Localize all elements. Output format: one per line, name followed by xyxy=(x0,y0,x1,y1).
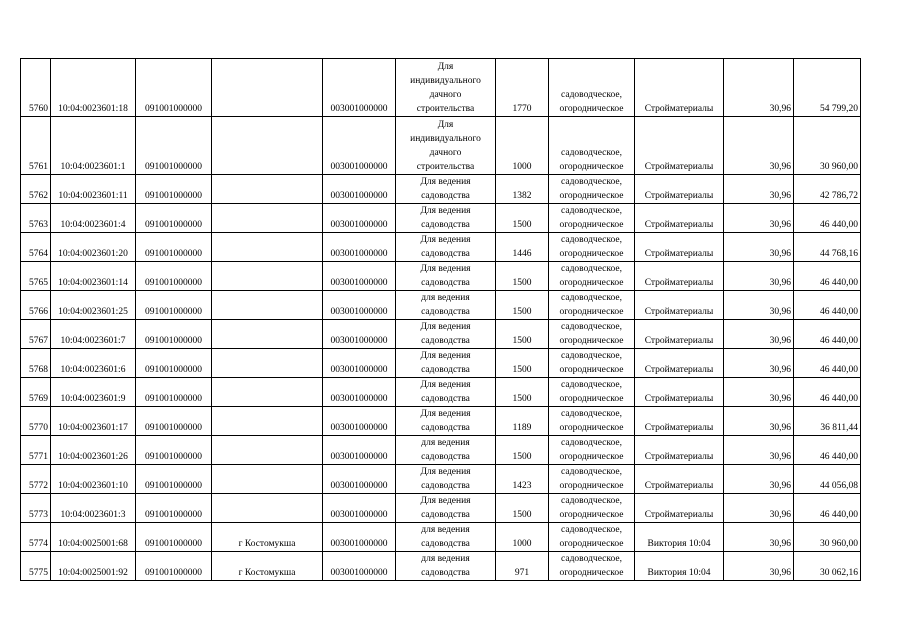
area-cell: 1189 xyxy=(496,407,549,436)
rate-cell: 30,96 xyxy=(724,349,794,378)
area-cell: 1500 xyxy=(496,494,549,523)
okato-code-cell: 091001000000 xyxy=(136,59,212,117)
locality-cell xyxy=(212,262,323,291)
address-cell: Стройматериалы xyxy=(635,204,724,233)
purpose-cell: для ведения садоводства xyxy=(396,552,496,581)
purpose-cell: Для ведения садоводства xyxy=(396,233,496,262)
land-use-cell: садоводческое, огородническое xyxy=(549,349,635,378)
cadastral-number-cell: 10:04:0023601:14 xyxy=(51,262,136,291)
rate-cell: 30,96 xyxy=(724,378,794,407)
address-cell: Стройматериалы xyxy=(635,378,724,407)
oktmo-code-cell: 003001000000 xyxy=(323,204,396,233)
table-row xyxy=(21,233,861,262)
okato-code-cell: 091001000000 xyxy=(136,175,212,204)
okato-code-cell: 091001000000 xyxy=(136,291,212,320)
row-number-cell: 5769 xyxy=(21,378,51,407)
cadastral-value-cell: 46 440,00 xyxy=(794,291,861,320)
cadastral-number-cell: 10:04:0023601:10 xyxy=(51,465,136,494)
purpose-cell: Для ведения садоводства xyxy=(396,494,496,523)
cadastral-value-cell: 46 440,00 xyxy=(794,494,861,523)
cadastral-value-cell: 46 440,00 xyxy=(794,378,861,407)
table-body xyxy=(21,59,861,581)
okato-code-cell: 091001000000 xyxy=(136,349,212,378)
cadastral-value-cell: 30 960,00 xyxy=(794,523,861,552)
rate-cell: 30,96 xyxy=(724,552,794,581)
row-number-cell: 5775 xyxy=(21,552,51,581)
land-use-cell: садоводческое, огородническое xyxy=(549,494,635,523)
cadastral-value-cell: 46 440,00 xyxy=(794,262,861,291)
purpose-cell: Для ведения садоводства xyxy=(396,175,496,204)
cadastral-number-cell: 10:04:0025001:92 xyxy=(51,552,136,581)
rate-cell: 30,96 xyxy=(724,262,794,291)
rate-cell: 30,96 xyxy=(724,291,794,320)
row-number-cell: 5771 xyxy=(21,436,51,465)
oktmo-code-cell: 003001000000 xyxy=(323,407,396,436)
locality-cell xyxy=(212,204,323,233)
row-number-cell: 5767 xyxy=(21,320,51,349)
okato-code-cell: 091001000000 xyxy=(136,204,212,233)
purpose-cell: Для индивидуального дачного строительства xyxy=(396,59,496,117)
row-number-cell: 5765 xyxy=(21,262,51,291)
rate-cell: 30,96 xyxy=(724,465,794,494)
area-cell: 1423 xyxy=(496,465,549,494)
row-number-cell: 5770 xyxy=(21,407,51,436)
address-cell: Стройматериалы xyxy=(635,291,724,320)
rate-cell: 30,96 xyxy=(724,436,794,465)
oktmo-code-cell: 003001000000 xyxy=(323,175,396,204)
locality-cell xyxy=(212,378,323,407)
oktmo-code-cell: 003001000000 xyxy=(323,59,396,117)
okato-code-cell: 091001000000 xyxy=(136,117,212,175)
oktmo-code-cell: 003001000000 xyxy=(323,233,396,262)
address-cell: Стройматериалы xyxy=(635,465,724,494)
row-number-cell: 5773 xyxy=(21,494,51,523)
rate-cell: 30,96 xyxy=(724,117,794,175)
address-cell: Стройматериалы xyxy=(635,320,724,349)
address-cell: Стройматериалы xyxy=(635,494,724,523)
land-use-cell: садоводческое, огородническое xyxy=(549,291,635,320)
table-row xyxy=(21,117,861,175)
row-number-cell: 5772 xyxy=(21,465,51,494)
oktmo-code-cell: 003001000000 xyxy=(323,262,396,291)
rate-cell: 30,96 xyxy=(724,494,794,523)
cadastral-value-cell: 46 440,00 xyxy=(794,349,861,378)
rate-cell: 30,96 xyxy=(724,233,794,262)
cadastral-number-cell: 10:04:0023601:3 xyxy=(51,494,136,523)
address-cell: Стройматериалы xyxy=(635,175,724,204)
oktmo-code-cell: 003001000000 xyxy=(323,465,396,494)
row-number-cell: 5768 xyxy=(21,349,51,378)
area-cell: 1446 xyxy=(496,233,549,262)
address-cell: Стройматериалы xyxy=(635,59,724,117)
area-cell: 1500 xyxy=(496,204,549,233)
okato-code-cell: 091001000000 xyxy=(136,465,212,494)
address-cell: Стройматериалы xyxy=(635,436,724,465)
oktmo-code-cell: 003001000000 xyxy=(323,523,396,552)
table-row xyxy=(21,494,861,523)
land-use-cell: садоводческое, огородническое xyxy=(549,320,635,349)
table-row xyxy=(21,291,861,320)
okato-code-cell: 091001000000 xyxy=(136,407,212,436)
area-cell: 1382 xyxy=(496,175,549,204)
row-number-cell: 5761 xyxy=(21,117,51,175)
locality-cell: г Костомукша xyxy=(212,552,323,581)
cadastral-number-cell: 10:04:0023601:1 xyxy=(51,117,136,175)
land-use-cell: садоводческое, огородническое xyxy=(549,436,635,465)
purpose-cell: Для индивидуального дачного строительства xyxy=(396,117,496,175)
table-row xyxy=(21,552,861,581)
rate-cell: 30,96 xyxy=(724,175,794,204)
cadastral-number-cell: 10:04:0023601:7 xyxy=(51,320,136,349)
purpose-cell: для ведения садоводства xyxy=(396,291,496,320)
address-cell: Стройматериалы xyxy=(635,407,724,436)
cadastral-value-cell: 44 056,08 xyxy=(794,465,861,494)
row-number-cell: 5763 xyxy=(21,204,51,233)
purpose-cell: Для ведения садоводства xyxy=(396,262,496,291)
okato-code-cell: 091001000000 xyxy=(136,320,212,349)
address-cell: Стройматериалы xyxy=(635,349,724,378)
cadastral-number-cell: 10:04:0023601:9 xyxy=(51,378,136,407)
purpose-cell: Для ведения садоводства xyxy=(396,465,496,494)
oktmo-code-cell: 003001000000 xyxy=(323,320,396,349)
area-cell: 971 xyxy=(496,552,549,581)
locality-cell xyxy=(212,407,323,436)
purpose-cell: Для ведения садоводства xyxy=(396,320,496,349)
row-number-cell: 5760 xyxy=(21,59,51,117)
cadastral-number-cell: 10:04:0023601:4 xyxy=(51,204,136,233)
table-row xyxy=(21,349,861,378)
row-number-cell: 5766 xyxy=(21,291,51,320)
rate-cell: 30,96 xyxy=(724,320,794,349)
oktmo-code-cell: 003001000000 xyxy=(323,552,396,581)
cadastral-number-cell: 10:04:0023601:25 xyxy=(51,291,136,320)
table-row xyxy=(21,59,861,117)
rate-cell: 30,96 xyxy=(724,204,794,233)
area-cell: 1500 xyxy=(496,349,549,378)
okato-code-cell: 091001000000 xyxy=(136,262,212,291)
okato-code-cell: 091001000000 xyxy=(136,552,212,581)
cadastral-number-cell: 10:04:0025001:68 xyxy=(51,523,136,552)
row-number-cell: 5764 xyxy=(21,233,51,262)
locality-cell xyxy=(212,233,323,262)
purpose-cell: для ведения садоводства xyxy=(396,436,496,465)
table-row xyxy=(21,378,861,407)
purpose-cell: Для ведения садоводства xyxy=(396,204,496,233)
cadastral-number-cell: 10:04:0023601:17 xyxy=(51,407,136,436)
table-row xyxy=(21,175,861,204)
land-use-cell: садоводческое, огородническое xyxy=(549,59,635,117)
okato-code-cell: 091001000000 xyxy=(136,523,212,552)
land-plots-table xyxy=(20,58,861,581)
land-use-cell: садоводческое, огородническое xyxy=(549,204,635,233)
area-cell: 1770 xyxy=(496,59,549,117)
address-cell: Виктория 10:04 xyxy=(635,552,724,581)
locality-cell xyxy=(212,349,323,378)
cadastral-value-cell: 46 440,00 xyxy=(794,320,861,349)
table-row xyxy=(21,465,861,494)
land-use-cell: садоводческое, огородническое xyxy=(549,262,635,291)
land-use-cell: садоводческое, огородническое xyxy=(549,407,635,436)
locality-cell xyxy=(212,175,323,204)
row-number-cell: 5762 xyxy=(21,175,51,204)
rate-cell: 30,96 xyxy=(724,407,794,436)
area-cell: 1500 xyxy=(496,262,549,291)
cadastral-value-cell: 54 799,20 xyxy=(794,59,861,117)
locality-cell xyxy=(212,494,323,523)
cadastral-value-cell: 30 062,16 xyxy=(794,552,861,581)
locality-cell xyxy=(212,117,323,175)
area-cell: 1000 xyxy=(496,523,549,552)
okato-code-cell: 091001000000 xyxy=(136,494,212,523)
area-cell: 1500 xyxy=(496,320,549,349)
land-use-cell: садоводческое, огородническое xyxy=(549,117,635,175)
cadastral-value-cell: 36 811,44 xyxy=(794,407,861,436)
rate-cell: 30,96 xyxy=(724,523,794,552)
purpose-cell: для ведения садоводства xyxy=(396,523,496,552)
area-cell: 1500 xyxy=(496,436,549,465)
table-row xyxy=(21,523,861,552)
oktmo-code-cell: 003001000000 xyxy=(323,291,396,320)
cadastral-number-cell: 10:04:0023601:18 xyxy=(51,59,136,117)
locality-cell xyxy=(212,59,323,117)
area-cell: 1500 xyxy=(496,291,549,320)
area-cell: 1500 xyxy=(496,378,549,407)
locality-cell xyxy=(212,320,323,349)
table-row xyxy=(21,262,861,291)
table-row xyxy=(21,320,861,349)
oktmo-code-cell: 003001000000 xyxy=(323,117,396,175)
land-use-cell: садоводческое, огородническое xyxy=(549,233,635,262)
cadastral-value-cell: 30 960,00 xyxy=(794,117,861,175)
address-cell: Стройматериалы xyxy=(635,233,724,262)
row-number-cell: 5774 xyxy=(21,523,51,552)
rate-cell: 30,96 xyxy=(724,59,794,117)
locality-cell xyxy=(212,465,323,494)
address-cell: Стройматериалы xyxy=(635,262,724,291)
table-row xyxy=(21,436,861,465)
land-use-cell: садоводческое, огородническое xyxy=(549,523,635,552)
land-use-cell: садоводческое, огородническое xyxy=(549,175,635,204)
cadastral-value-cell: 44 768,16 xyxy=(794,233,861,262)
address-cell: Стройматериалы xyxy=(635,117,724,175)
locality-cell xyxy=(212,436,323,465)
oktmo-code-cell: 003001000000 xyxy=(323,349,396,378)
oktmo-code-cell: 003001000000 xyxy=(323,378,396,407)
cadastral-number-cell: 10:04:0023601:20 xyxy=(51,233,136,262)
purpose-cell: Для ведения садоводства xyxy=(396,349,496,378)
cadastral-number-cell: 10:04:0023601:26 xyxy=(51,436,136,465)
locality-cell xyxy=(212,291,323,320)
land-use-cell: садоводческое, огородническое xyxy=(549,465,635,494)
table-row xyxy=(21,204,861,233)
cadastral-value-cell: 42 786,72 xyxy=(794,175,861,204)
cadastral-value-cell: 46 440,00 xyxy=(794,204,861,233)
cadastral-value-cell: 46 440,00 xyxy=(794,436,861,465)
land-use-cell: садоводческое, огородническое xyxy=(549,378,635,407)
table-row xyxy=(21,407,861,436)
cadastral-number-cell: 10:04:0023601:6 xyxy=(51,349,136,378)
okato-code-cell: 091001000000 xyxy=(136,378,212,407)
okato-code-cell: 091001000000 xyxy=(136,233,212,262)
purpose-cell: Для ведения садоводства xyxy=(396,407,496,436)
land-use-cell: садоводческое, огородническое xyxy=(549,552,635,581)
locality-cell: г Костомукша xyxy=(212,523,323,552)
address-cell: Виктория 10:04 xyxy=(635,523,724,552)
area-cell: 1000 xyxy=(496,117,549,175)
oktmo-code-cell: 003001000000 xyxy=(323,436,396,465)
oktmo-code-cell: 003001000000 xyxy=(323,494,396,523)
okato-code-cell: 091001000000 xyxy=(136,436,212,465)
cadastral-number-cell: 10:04:0023601:11 xyxy=(51,175,136,204)
purpose-cell: Для ведения садоводства xyxy=(396,378,496,407)
